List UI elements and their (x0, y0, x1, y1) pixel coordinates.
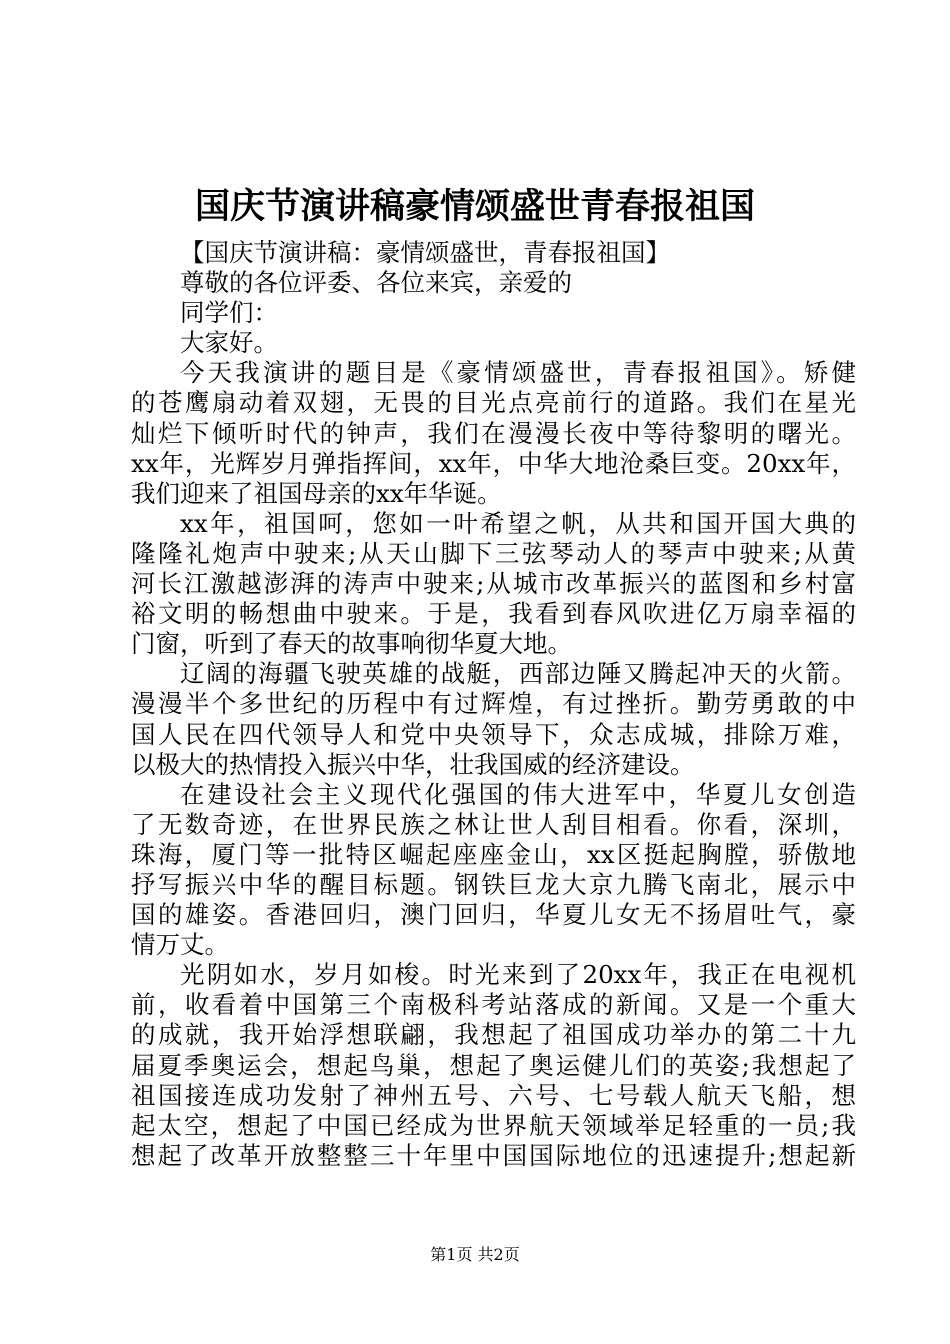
body-line: 辽阔的海疆飞驶英雄的战艇，西部边陲又腾起冲天的火箭。 (180, 659, 856, 689)
body-line: 裕文明的畅想曲中驶来。于是，我看到春风吹进亿万扇幸福的 (131, 599, 856, 629)
body-line: 珠海，厦门等一批特区崛起座座金山，xx区挺起胸膛，骄傲地 (131, 839, 856, 869)
body-line: 【国庆节演讲稿：豪情颂盛世，青春报祖国】 (180, 238, 670, 267)
body-line: 前，收看着中国第三个南极科考站落成的新闻。又是一个重大 (131, 990, 856, 1020)
body-line: 漫漫半个多世纪的历程中有过辉煌，有过挫折。勤劳勇敢的中 (131, 689, 856, 719)
body-line: 祖国接连成功发射了神州五号、六号、七号载人航天飞船，想 (131, 1080, 856, 1110)
page-footer: 第1页 共2页 (430, 1245, 520, 1264)
body-line: 国的雄姿。香港回归，澳门回归，华夏儿女无不扬眉吐气，豪 (131, 900, 856, 930)
document-title: 国庆节演讲稿豪情颂盛世青春报祖国 (194, 186, 755, 227)
body-line: 的苍鹰扇动着双翅，无畏的目光点亮前行的道路。我们在星光 (131, 388, 856, 418)
body-line: 起太空，想起了中国已经成为世界航天领域举足轻重的一员;我 (131, 1110, 856, 1140)
body-line: xx年，光辉岁月弹指挥间，xx年，中华大地沧桑巨变。20xx年， (131, 448, 856, 478)
body-line: xx年，祖国呵，您如一叶希望之帆，从共和国开国大典的 (180, 508, 856, 538)
body-line: 大家好。 (180, 328, 278, 358)
body-line: 尊敬的各位评委、各位来宾，亲爱的 (180, 268, 572, 298)
document-body (131, 238, 856, 1171)
body-line: 光阴如水，岁月如梭。时光来到了20xx年，我正在电视机 (180, 960, 856, 990)
body-line: 我们迎来了祖国母亲的xx年华诞。 (131, 478, 502, 508)
body-line: 届夏季奥运会，想起鸟巢，想起了奥运健儿们的英姿;我想起了 (131, 1050, 856, 1080)
body-line: 以极大的热情投入振兴中华，壮我国威的经济建设。 (131, 749, 695, 779)
body-line: 的成就，我开始浮想联翩，我想起了祖国成功举办的第二十九 (131, 1020, 856, 1050)
body-line: 想起了改革开放整整三十年里中国国际地位的迅速提升;想起新 (131, 1140, 856, 1170)
body-line: 灿烂下倾听时代的钟声，我们在漫漫长夜中等待黎明的曙光。 (131, 418, 856, 448)
body-line: 国人民在四代领导人和党中央领导下，众志成城，排除万难， (131, 719, 856, 749)
body-line: 门窗，听到了春天的故事响彻华夏大地。 (131, 629, 572, 659)
body-line: 今天我演讲的题目是《豪情颂盛世，青春报祖国》。矫健 (180, 358, 856, 388)
body-line: 情万丈。 (131, 930, 229, 960)
body-line: 同学们： (180, 298, 278, 328)
body-line: 抒写振兴中华的醒目标题。钢铁巨龙大京九腾飞南北，展示中 (131, 869, 856, 899)
body-line: 在建设社会主义现代化强国的伟大进军中，华夏儿女创造 (180, 779, 856, 809)
body-line: 河长江激越澎湃的涛声中驶来;从城市改革振兴的蓝图和乡村富 (131, 569, 856, 599)
body-line: 了无数奇迹，在世界民族之林让世人刮目相看。你看，深圳， (131, 809, 856, 839)
body-line: 隆隆礼炮声中驶来;从天山脚下三弦琴动人的琴声中驶来;从黄 (131, 538, 856, 568)
